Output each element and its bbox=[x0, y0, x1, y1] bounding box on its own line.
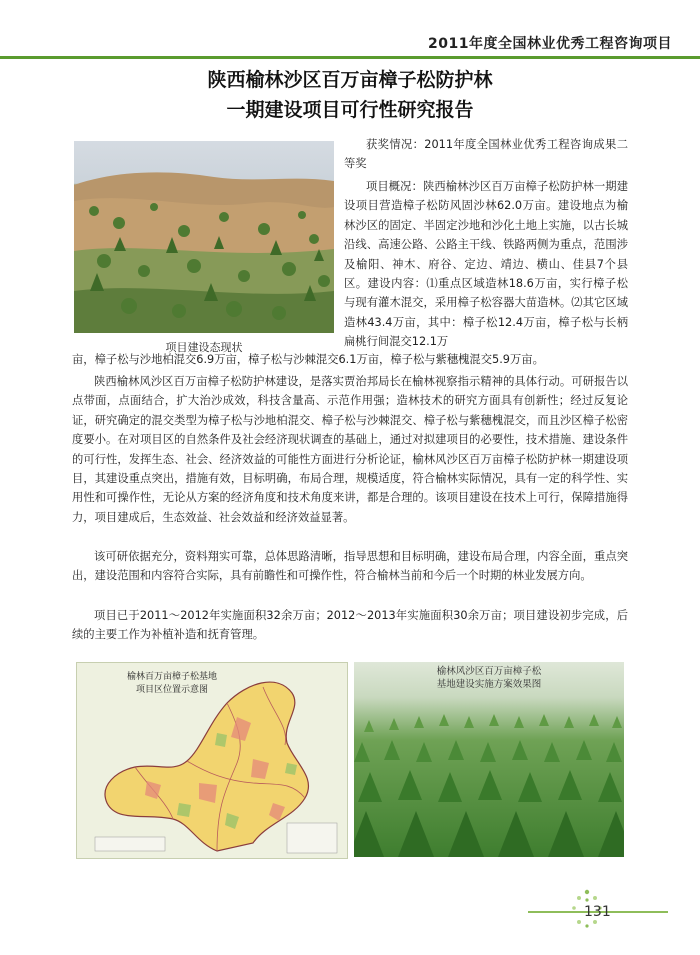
progress-paragraph: 项目已于2011～2012年实施面积32余万亩；2012～2013年实施面积30余万亩；项目建设初步完成，后续的主要工作为补植补造和抚育管理。 bbox=[72, 609, 628, 642]
location-map-figure bbox=[76, 662, 348, 859]
summary-paragraph: 该可研依据充分，资料翔实可靠，总体思路清晰，指导思想和目标明确，建设布局合理，内容全面，重点突出，建设范围和内容符合实际，具有前瞻性和可操作性，符合榆林当前和今后一个时期的林业发展方向。 bbox=[72, 550, 628, 583]
forest-title-line-2: 基地建设实施方案效果图 bbox=[436, 679, 542, 690]
header-title: 2011年度全国林业优秀工程咨询项目 bbox=[428, 36, 672, 52]
award-paragraph: 获奖情况：2011年度全国林业优秀工程咨询成果二等奖 bbox=[344, 138, 628, 171]
forest-rendering-figure bbox=[354, 662, 624, 857]
evaluation-paragraph: 陕西榆林风沙区百万亩樟子松防护林建设，是落实贾治邦局长在榆林视察指示精神的具体行动。可研报告以点带面，点面结合，扩大治沙成效，科技含量高、示范作用强；造林技术的研究方面具有创新性；经过反复论证，研究确定的混交类型为樟子松与沙地柏混交、樟子松与沙棘混交、樟子松与紫穗槐混交，而且沙区樟子松密度要小。在对项目区的自然条件及社会经济现状调查的基础上，通过对拟建项目的必要性，技术措施、建设条件的可行性，发挥生态、社会、经济效益的可能性方面进行分析论证，榆林风沙区百万亩樟子松防护林一期建设项目，其建设重点突出，措施有效，目标明确，布局合理，规模适度，符合榆林实际情况，具有一定的科学性、实用性和可操作性，无论从方案的经济角度和技术角度来讲，都是合理的。该项目建设在技术上可行，保障措施得力，项目建成后，生态效益、社会效益和经济效益显著。 bbox=[72, 375, 628, 524]
document-title-line-1: 陕西榆林沙区百万亩樟子松防护林 bbox=[207, 69, 493, 91]
site-photo bbox=[74, 141, 334, 333]
map-title-line-2: 项目区位置示意图 bbox=[135, 685, 208, 695]
overview-continuation: 亩，樟子松与沙地柏混交6.9万亩，樟子松与沙棘混交6.1万亩，樟子松与紫穗槐混交5.9万亩。 bbox=[72, 353, 544, 366]
photo-caption: 项目建设态现状 bbox=[165, 341, 243, 354]
overview-paragraph: 项目概况：陕西榆林沙区百万亩樟子松防护林一期建设项目营造樟子松防风固沙林62.0万亩。建设地点为榆林沙区的固定、半固定沙地和沙化土地上实施，以古长城沿线、高速公路、公路主干线、铁路两侧为重点，范围涉及榆阳、神木、府谷、定边、靖边、横山、佳县7个县区。建设内容：⑴重点区域造林18.6万亩，实行樟子松与现有灌木混交，采用樟子松容器大苗造林。⑵其它区域造林43.4万亩，其中：樟子松12.4万亩，樟子松与长柄扁桃行间混交12.1万 bbox=[344, 180, 628, 349]
document-title-line-2: 一期建设项目可行性研究报告 bbox=[226, 99, 474, 121]
forest-title-line-1: 榆林风沙区百万亩樟子松 bbox=[436, 666, 542, 677]
page-number: 131 bbox=[584, 904, 611, 920]
map-title-line-1: 榆林百万亩樟子松基地 bbox=[126, 672, 217, 682]
